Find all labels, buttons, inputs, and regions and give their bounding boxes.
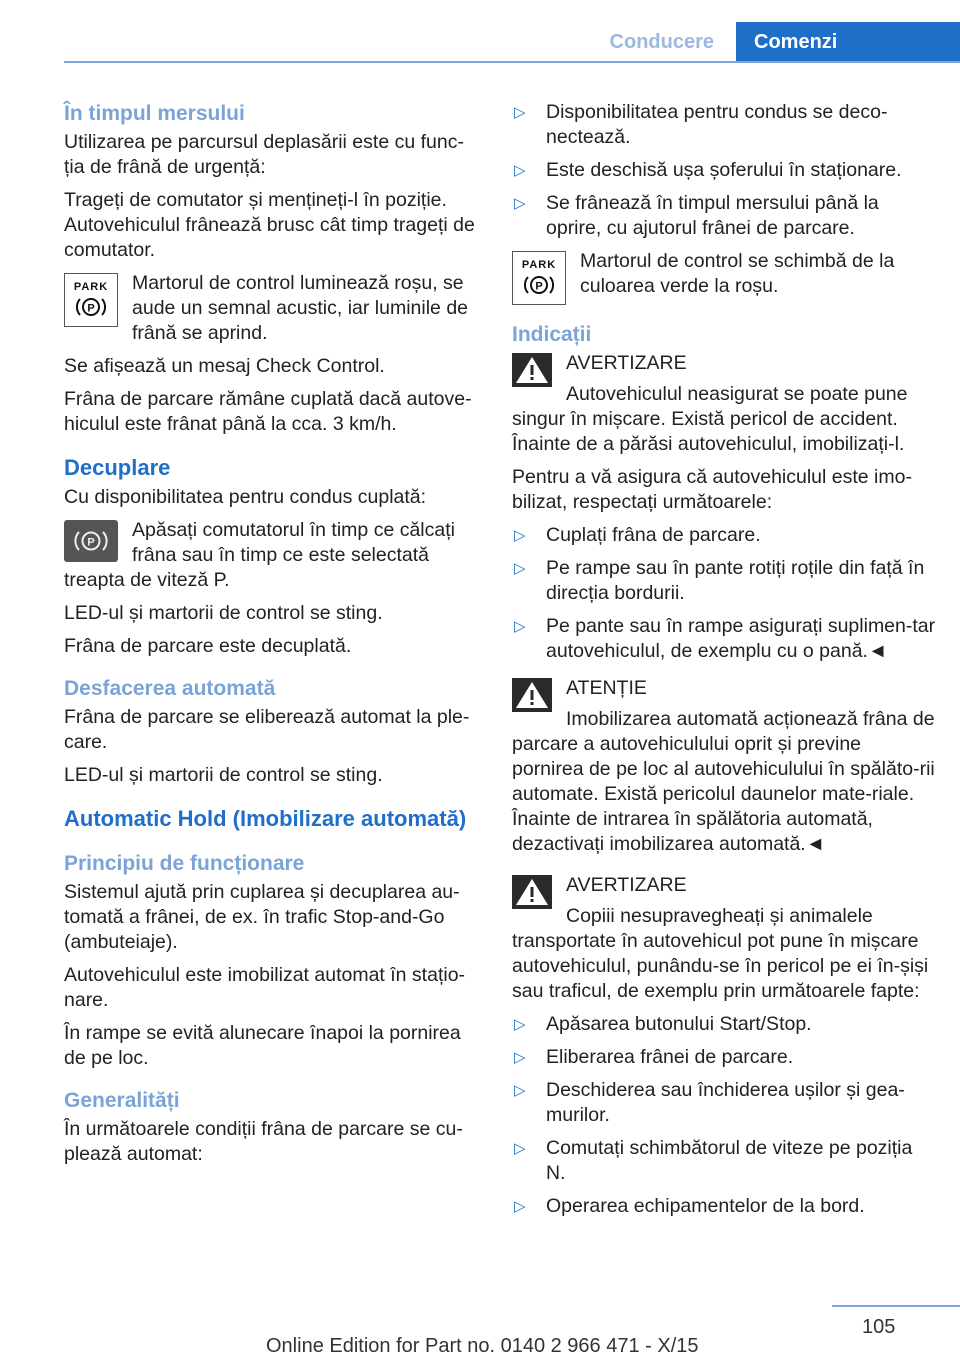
warning-title: AVERTIZARE xyxy=(566,874,687,896)
bullet-icon: ▷ xyxy=(514,560,526,577)
paragraph: Cu disponibilitatea pentru condus cuplată: xyxy=(64,486,427,508)
paragraph: Pentru a vă asigura că autovehiculul este imo-bilizat, respectați următoarele: xyxy=(512,466,912,513)
tab-comenzi[interactable]: Comenzi xyxy=(736,22,960,62)
park-indicator-block xyxy=(64,271,482,346)
switch-text: Apăsați comutatorul în timp ce călcați frâna sau în timp ce este selectată treapta de viteză P. xyxy=(64,519,455,591)
list-item: ▷ Deschiderea sau închiderea ușilor și gea-murilor. xyxy=(514,1079,905,1126)
list-item: ▷ Disponibilitatea pentru condus se deco-nectează. xyxy=(514,101,888,148)
tab-conducere[interactable]: Conducere xyxy=(609,31,714,53)
bullet-icon: ▷ xyxy=(514,618,526,635)
paragraph: Sistemul ajută prin cuplarea și decuplarea au-tomată a frânei, de ex. în trafic Stop-and-Go (ambuteiaje). xyxy=(64,881,460,953)
warning-title: ATENȚIE xyxy=(566,677,647,699)
paragraph: Utilizarea pe parcursul deplasării este cu func-ția de frână de urgență: xyxy=(64,131,464,178)
heading-desfacerea-automata: Desfacerea automată xyxy=(64,677,276,700)
paragraph: Se afișează un mesaj Check Control. xyxy=(64,355,385,377)
bullet-icon: ▷ xyxy=(514,1016,526,1033)
edition-footer: Online Edition for Part no. 0140 2 966 471 - X/15 xyxy=(266,1335,699,1357)
paragraph: Autovehiculul este imobilizat automat în stațio-nare. xyxy=(64,964,466,1011)
warning-triangle-icon xyxy=(512,875,552,909)
list-item: ▷ Comutați schimbătorul de viteze pe poziția N. xyxy=(514,1137,913,1184)
park-indicator-text: Martorul de control luminează roșu, se aude un semnal acustic, iar luminile de frână se aprind. xyxy=(132,272,469,344)
svg-text:P: P xyxy=(535,280,543,293)
list-item: ▷ Apăsarea butonului Start/Stop. xyxy=(514,1013,812,1035)
bullet-icon: ▷ xyxy=(514,104,526,121)
bullet-icon: ▷ xyxy=(514,1140,526,1157)
list-item: ▷ Este deschisă ușa șoferului în staționare. xyxy=(514,159,902,181)
bullet-list-actions xyxy=(512,1012,936,1219)
warning-title: AVERTIZARE xyxy=(566,352,687,374)
warning-block-2 xyxy=(512,676,936,857)
footer-rule xyxy=(832,1305,960,1307)
bullet-icon: ▷ xyxy=(514,1049,526,1066)
svg-text:P: P xyxy=(87,302,95,315)
list-item: ▷ Pe pante sau în rampe asigurați suplimen-tar autovehiculul, de exemplu cu o pană.◄ xyxy=(514,615,936,662)
heading-generalitati: Generalități xyxy=(64,1089,180,1112)
paragraph: Frâna de parcare se eliberează automat la ple-care. xyxy=(64,706,470,753)
left-column xyxy=(64,100,482,1175)
bullet-list-immobilize xyxy=(512,523,936,664)
heading-indicatii: Indicații xyxy=(512,323,592,346)
list-item: ▷ Cuplați frâna de parcare. xyxy=(514,524,761,546)
page-number: 105 xyxy=(862,1316,896,1338)
svg-text:P: P xyxy=(87,536,95,549)
warning-text: Autovehiculul neasigurat se poate pune singur în mișcare. Există pericol de accident. Înainte de a părăsi autovehiculul, imobilizați-l. xyxy=(512,383,908,455)
bullet-icon: ▷ xyxy=(514,162,526,179)
paragraph: LED-ul și martorii de control se sting. xyxy=(64,602,383,624)
bullet-icon: ▷ xyxy=(514,527,526,544)
paragraph: Trageți de comutator și mențineți-l în poziție. Autovehiculul frânează brusc cât timp trageți de comutator. xyxy=(64,189,475,261)
heading-in-timpul-mersului: În timpul mersului xyxy=(64,102,245,125)
paragraph: În următoarele condiții frâna de parcare se cu-plează automat: xyxy=(64,1118,463,1165)
heading-automatic-hold: Automatic Hold (Imobilizare automată) xyxy=(64,806,467,831)
header-bar xyxy=(0,0,960,62)
paragraph: Frâna de parcare este decuplată. xyxy=(64,635,352,657)
right-column xyxy=(512,100,936,1227)
warning-triangle-icon xyxy=(512,678,552,712)
parking-brake-switch-icon xyxy=(64,520,118,562)
list-item: ▷ Se frânează în timpul mersului până la oprire, cu ajutorul frânei de parcare. xyxy=(514,192,879,239)
heading-decuplare: Decuplare xyxy=(64,455,171,480)
warning-block-1 xyxy=(512,351,936,457)
bullet-icon: ▷ xyxy=(514,195,526,212)
list-item: ▷ Eliberarea frânei de parcare. xyxy=(514,1046,794,1068)
switch-block xyxy=(64,518,482,593)
paragraph: În rampe se evită alunecare înapoi la pornirea de pe loc. xyxy=(64,1022,461,1069)
warning-block-3 xyxy=(512,873,936,1004)
bullet-icon: ▷ xyxy=(514,1198,526,1215)
park-indicator-block xyxy=(512,249,936,305)
warning-text: Imobilizarea automată acționează frâna de parcare a autovehiculului oprit și previne pornirea de pe loc al autovehiculului în spălăto-rii automate. Există pericolul daunelor mate-riale. Înainte de intrarea în spălătoria automată, dezactivați imobilizarea automată.◄ xyxy=(512,708,935,855)
header-rule xyxy=(64,61,960,63)
warning-text: Copiii nesupravegheați și animalele transportate în autovehicul pot pune în mișcare autovehiculul, punându-se în pericol pe ei în-șiși sau traficul, de exemplu prin următoarele fapte: xyxy=(512,905,929,1002)
park-brake-icon: PARK P xyxy=(512,251,566,305)
park-brake-icon: PARK P xyxy=(64,273,118,327)
heading-principiu: Principiu de funcționare xyxy=(64,852,305,875)
list-item: ▷ Operarea echipamentelor de la bord. xyxy=(514,1195,865,1217)
paragraph: Frâna de parcare rămâne cuplată dacă autove-hiculul este frânat până la cca. 3 km/h. xyxy=(64,388,472,435)
list-item: ▷ Pe rampe sau în pante rotiți roțile din față în direcția bordurii. xyxy=(514,557,925,604)
paragraph: LED-ul și martorii de control se sting. xyxy=(64,764,383,786)
bullet-list-conditions xyxy=(512,100,936,241)
warning-triangle-icon xyxy=(512,353,552,387)
bullet-icon: ▷ xyxy=(514,1082,526,1099)
park-indicator-text: Martorul de control se schimbă de la culoarea verde la roșu. xyxy=(580,250,895,297)
